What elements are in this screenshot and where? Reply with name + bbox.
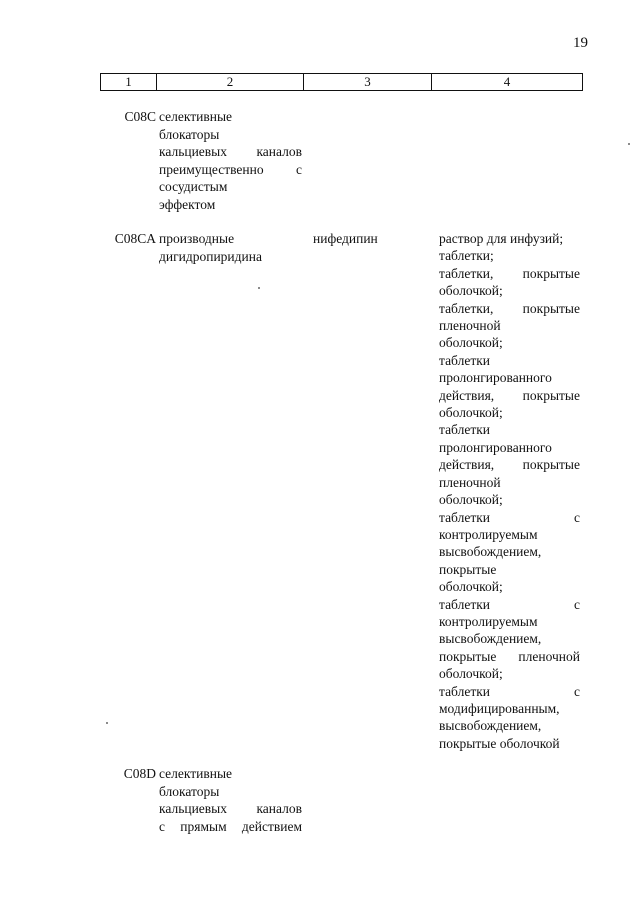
header-col-3: 3 [304,74,432,90]
text-word: покрытые [522,300,580,316]
text-line: блокаторы [159,126,220,142]
atc-code: C08CA [114,231,156,246]
drug-name: нифедипин [313,231,378,246]
atc-code: C08C [124,109,156,124]
text-line: таблетки [439,422,491,438]
text-line: дигидропиридина [159,248,262,264]
text-word: таблетки, [439,265,494,281]
text-word: действия, [439,387,495,403]
text-word: действия, [439,457,495,473]
text-word: покрытые [522,457,580,473]
text-line: высвобождением, [439,631,542,647]
text-line: покрытые [439,561,497,577]
text-line: контролируемым [439,526,538,542]
text-line [439,300,580,317]
text-line: пленочной [439,474,501,490]
text-line: таблетки; [439,248,494,264]
scan-speck [106,722,108,724]
text-line: контролируемым [439,613,538,629]
text-word: с [574,596,580,612]
text-word: с [159,818,165,834]
text-word: покрытые [439,648,497,664]
text-line: оболочкой; [439,405,503,421]
header-col-1: 1 [101,74,157,90]
text-line: селективные [159,109,233,124]
dosage-forms [439,230,580,752]
text-word: таблетки, [439,300,494,316]
text-line: селективные [159,766,233,781]
text-word: кальциевых [159,801,227,816]
text-word: каналов [256,144,302,159]
text-line [439,456,580,473]
text-line [159,800,302,818]
table-header [100,73,583,91]
text-line: сосудистым [159,179,228,194]
text-line: эффектом [159,196,216,212]
text-word: покрытые [522,265,580,281]
text-word: каналов [256,801,302,816]
text-word: с [574,683,580,699]
text-line [439,509,580,526]
text-line [439,683,580,700]
text-word: таблетки [439,683,491,699]
text-word: пленочной [518,648,580,664]
page-number: 19 [573,35,588,51]
text-word: покрытые [522,387,580,403]
text-line: покрытые оболочкой [439,735,560,751]
group-name [159,230,302,265]
text-line: производные [159,231,235,246]
scan-speck [628,143,630,145]
text-line: модифицированным, [439,700,560,716]
text-line [159,161,302,179]
text-word: таблетки [439,509,491,525]
header-col-2: 2 [157,74,304,90]
text-word: кальциевых [159,144,227,159]
text-line: оболочкой; [439,335,503,351]
text-line [439,648,580,665]
scan-speck [258,287,260,289]
text-line: раствор для инфузий; [439,231,564,246]
text-line: оболочкой; [439,492,503,508]
text-word: таблетки [439,596,491,612]
text-word: с [574,509,580,525]
atc-code: C08D [123,766,156,781]
text-word: преимущественно [159,161,264,177]
text-line [439,596,580,613]
text-word: действием [241,818,302,834]
text-line: пролонгированного [439,370,552,386]
text-line: высвобождением, [439,718,542,734]
group-name [159,108,302,213]
text-line [439,265,580,282]
text-line: высвобождением, [439,544,542,560]
group-name [159,765,302,835]
text-line: пролонгированного [439,439,552,455]
text-word: прямым [180,818,227,834]
text-line: оболочкой; [439,283,503,299]
text-line: блокаторы [159,783,220,799]
text-line [439,387,580,404]
header-col-4: 4 [503,74,511,89]
text-word: с [296,161,302,177]
text-line: пленочной [439,318,501,334]
text-line: таблетки [439,352,491,368]
text-line: оболочкой; [439,666,503,682]
text-line [159,818,302,836]
text-line [159,143,302,161]
text-line: оболочкой; [439,579,503,595]
